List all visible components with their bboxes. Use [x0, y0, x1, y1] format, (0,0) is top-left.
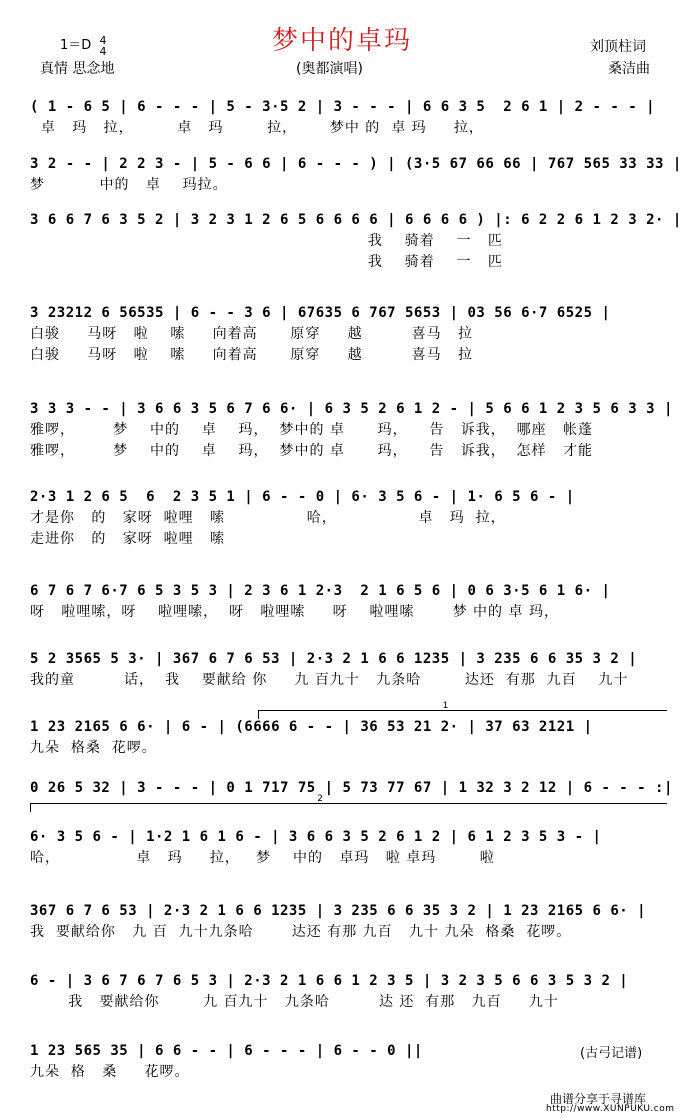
composer-credit: 桑洁曲 [608, 61, 650, 77]
score-system [30, 701, 666, 759]
lyric-line: 九朵 格 桑 花啰。 [30, 1064, 190, 1080]
notation-line: 6 7 6 7 6·7 6 5 3 5 3 | 2 3 6 1 2·3 2 1 6 5 6 | 0 6 3·5 6 1 6· | [30, 583, 611, 599]
notation-line: 2·3 1 2 6 5 6 2 3 5 1 | 6 - - 0 | 6· 3 5 6 - | 1· 6 5 6 - | [30, 489, 575, 505]
notation-line: 3 3 3 - - | 3 6 6 3 5 6 7 6 6· | 6 3 5 2 6 1 2 - | 5 6 6 1 2 3 5 6 3 3 | [30, 401, 673, 417]
lyric-line: 走进你 的 家呀 啦哩 嗦 [30, 531, 225, 547]
volta-bracket [30, 794, 667, 812]
lyric-line: 白骏 马呀 啦 嗦 向着高 原穿 越 喜马 拉 [30, 326, 474, 342]
lyric-line: 梦 中的 卓 玛拉。 [30, 177, 228, 193]
notation-line: ( 1 - 6 5 | 6 - - - | 5 - 3·5 2 | 3 - - - | 6 6 3 5 2 6 1 | 2 - - - | [30, 99, 656, 115]
lyric-line: 我 要献给你 九 百 九十九条哈 达还 有那 九百 九十 九朵 格桑 花啰。 [30, 924, 572, 940]
score-system [30, 209, 682, 273]
lyric-line: 九朵 格桑 花啰。 [30, 740, 157, 756]
lyric-line: 才是你 的 家呀 啦哩 嗦 哈， 卓 玛 拉， [30, 510, 506, 526]
score-system [30, 96, 666, 139]
key-label: 1＝D [60, 38, 92, 53]
score-system [30, 826, 666, 869]
lyricist-credit: 刘顶柱词 [590, 39, 646, 55]
notation-line: 3 6 6 7 6 3 5 2 | 3 2 3 1 2 6 5 6 6 6 6 | 6 6 6 6 ) |: 6 2 2 6 1 2 3 2· | [30, 212, 682, 228]
lyric-line: 我 骑着 一 匹 [30, 254, 503, 270]
notation-line: 3 2 - - | 2 2 3 - | 5 - 6 6 | 6 - - - ) | (3·5 67 66 66 | 767 565 33 33 | [30, 156, 682, 172]
lyric-line: 我的童 话， 我 要献给 你 九 百九十 九条哈 达还 有那 九百 九十 [30, 672, 629, 688]
score-system [30, 398, 673, 462]
lyric-line: 我 骑着 一 匹 [30, 233, 503, 249]
score-system [30, 1040, 666, 1083]
score-system [30, 580, 666, 623]
time-signature-top: 4 [99, 33, 107, 47]
score-system [30, 777, 673, 804]
site-url: http://www.XUNPUKU.com [546, 1104, 675, 1114]
lyric-line: 白骏 马呀 啦 嗦 向着高 原穿 越 喜马 拉 [30, 347, 474, 363]
notation-line: 1 23 565 35 | 6 6 - - | 6 - - - | 6 - - 0 || [30, 1043, 423, 1059]
volta-bracket [258, 701, 667, 719]
lyric-line: 卓 玛 拉， 卓 玛 拉， 梦中 的 卓 玛 拉， [30, 120, 484, 136]
score-system [30, 900, 666, 943]
lyric-line: 呀 啦哩嗦，呀 啦哩嗦， 呀 啦哩嗦 呀 啦哩嗦 梦 中的 卓 玛， [30, 604, 559, 620]
volta-label: 2 [317, 794, 323, 804]
notation-line: 3 23212 6 56535 | 6 - - 3 6 | 67635 6 767 5653 | 03 56 6·7 6525 | [30, 305, 611, 321]
notation-line: 6· 3 5 6 - | 1·2 1 6 1 6 - | 3 6 6 3 5 2 6 1 2 | 6 1 2 3 5 3 - | [30, 829, 602, 845]
time-signature [99, 35, 106, 57]
site-credit: 曲谱分享于寻谱库 [550, 1092, 647, 1106]
key-signature [60, 34, 106, 57]
score-system [30, 302, 666, 366]
notation-line: 1 23 2165 6 6· | 6 - | (6666 6 - - | 36 53 21 2· | 37 63 2121 | [30, 719, 593, 735]
notation-credit: (古弓记谱) [580, 1046, 643, 1061]
score-system [30, 970, 666, 1013]
notation-line: 0 26 5 32 | 3 - - - | 0 1 717 75 | 5 73 77 67 | 1 32 3 2 12 | 6 - - - :| [30, 780, 673, 796]
volta-label: 1 [442, 701, 449, 711]
lyric-line: 雅啰， 梦 中的 卓 玛， 梦中的 卓 玛， 告 诉我， 怎样 才能 [30, 443, 594, 459]
score-system [30, 486, 666, 550]
notation-line: 6 - | 3 6 7 6 7 6 5 3 | 2·3 2 1 6 6 1 2 3 5 | 3 2 3 5 6 6 3 5 3 2 | [30, 973, 629, 989]
lyric-line: 哈， 卓 玛 拉， 梦 中的 卓玛 啦 卓玛 啦 [30, 850, 495, 866]
score-system [30, 648, 666, 691]
notation-line: 367 6 7 6 53 | 2·3 2 1 6 6 1235 | 3 235 6 6 35 3 2 | 1 23 2165 6 6· | [30, 903, 647, 919]
notation-line: 5 2 3565 5 3· | 367 6 7 6 53 | 2·3 2 1 6 6 1235 | 3 235 6 6 35 3 2 | [30, 651, 638, 667]
score-system [30, 153, 682, 196]
lyric-line: 我 要献给你 九 百九十 九条哈 达 还 有那 九百 九十 [30, 994, 559, 1010]
time-signature-bottom: 4 [99, 44, 107, 58]
performer-credit: (奥都演唱) [296, 61, 363, 77]
lyric-line: 雅啰， 梦 中的 卓 玛， 梦中的 卓 玛， 告 诉我， 哪座 帐蓬 [30, 422, 594, 438]
song-title: 梦中的卓玛 [272, 26, 413, 56]
expression-mark: 真情 思念地 [40, 61, 115, 77]
